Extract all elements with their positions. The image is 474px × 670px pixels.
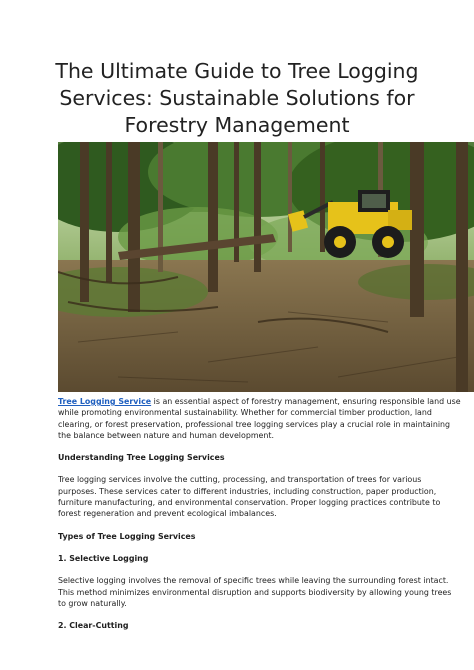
intro-line: while promoting environmental sustainability. Whether for commercial timber production, land [58, 408, 432, 418]
title-line: The Ultimate Guide to Tree Logging [55, 59, 419, 83]
paragraph-line: furniture manufacturing, and environmental conservation. Proper logging practices contribute to [58, 498, 441, 508]
paragraph-line: Tree logging services involve the cutting, processing, and transportation of trees for various [58, 475, 422, 485]
title-line: Forestry Management [124, 113, 350, 137]
intro-line: the balance between nature and human development. [58, 430, 274, 440]
section-paragraph [58, 575, 452, 609]
forest-logging-photo [58, 142, 474, 392]
section-heading: 1. Selective Logging [58, 553, 149, 563]
document-body [58, 396, 461, 642]
section-heading: Types of Tree Logging Services [58, 531, 196, 541]
forest-logging-illustration [58, 142, 474, 392]
section-heading: 2. Clear-Cutting [58, 621, 129, 631]
intro-paragraph [58, 396, 461, 441]
paragraph-line: forest regeneration and prevent ecological imbalances. [58, 509, 277, 519]
paragraph-line: purposes. These services cater to different industries, including construction, paper production, [58, 486, 437, 496]
title-line: Services: Sustainable Solutions for [59, 86, 415, 110]
section-paragraph [58, 474, 441, 519]
paragraph-line: This method minimizes environmental disruption and supports biodiversity by allowing young trees [58, 587, 452, 597]
intro-line: is an essential aspect of forestry management, ensuring responsible land use [151, 397, 461, 406]
section-heading: Understanding Tree Logging Services [58, 453, 225, 463]
paragraph-line: to grow naturally. [58, 598, 127, 608]
intro-line: clearing, or forest preservation, professional tree logging services play a crucial role in maintaining [58, 419, 451, 429]
tree-logging-service-link[interactable]: Tree Logging Service [58, 397, 152, 406]
paragraph-line: Selective logging involves the removal of specific trees while leaving the surrounding forest intact. [58, 576, 449, 586]
page-title [40, 58, 434, 139]
